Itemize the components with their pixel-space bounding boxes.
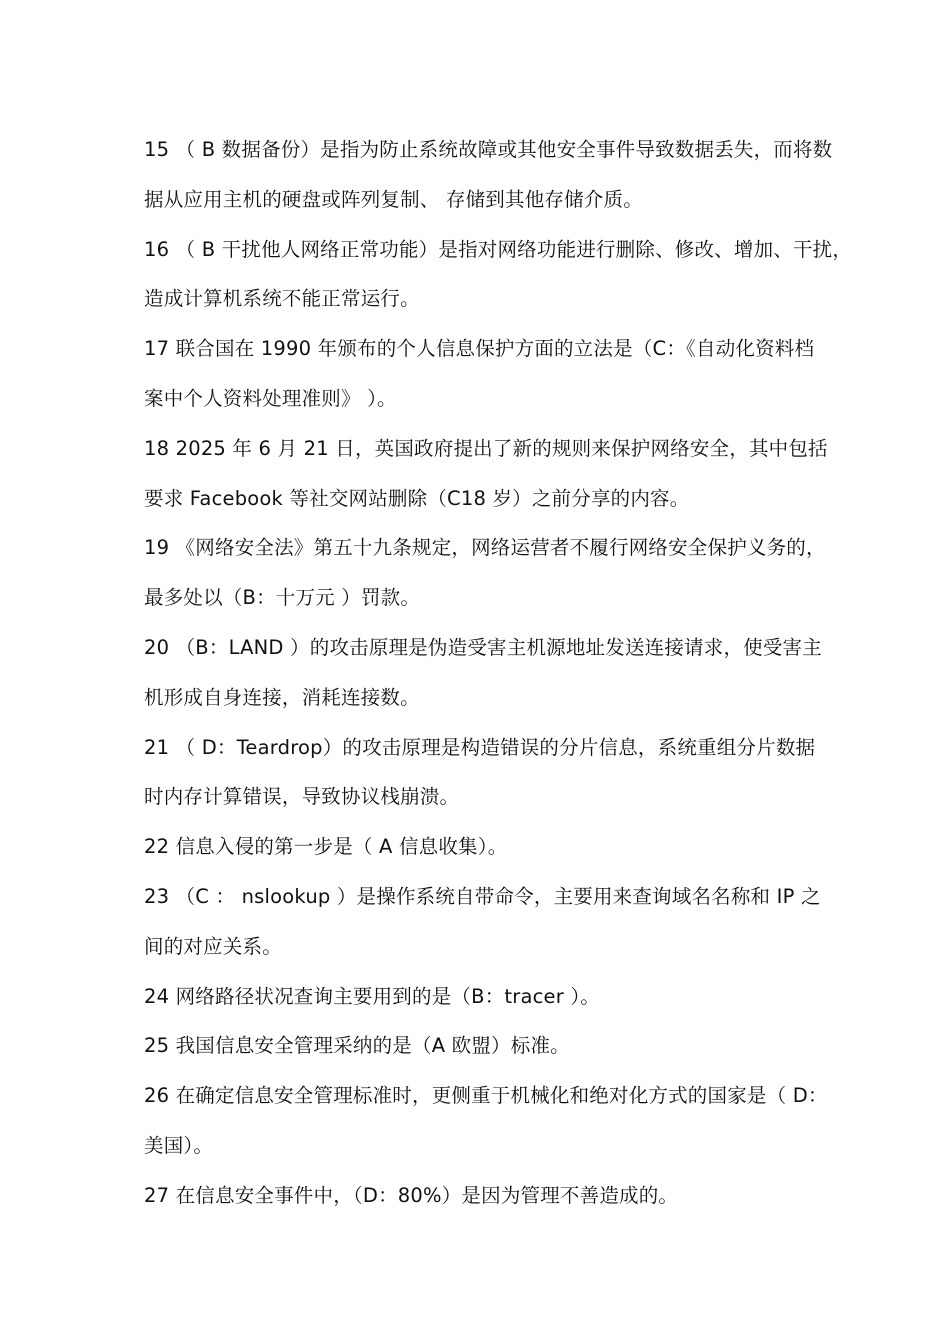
text-line: 26 在确定信息安全管理标准时，更侧重于机械化和绝对化方式的国家是（ D： [144, 1084, 828, 1108]
text-line: 15 （ B 数据备份）是指为防止系统故障或其他安全事件导致数据丢失，而将数 [144, 138, 833, 161]
text-line: 最多处以（B：十万元 ）罚款。 [144, 586, 421, 610]
text-line: 27 在信息安全事件中，（D：80%）是因为管理不善造成的。 [144, 1183, 679, 1207]
text-line: 时内存计算错误，导致协议栈崩溃。 [144, 785, 460, 809]
text-line: 间的对应关系。 [144, 934, 282, 958]
text-line: 23 （C ： nslookup ）是操作系统自带命令，主要用来查询域名名称和 IP 之 [144, 884, 821, 908]
text-line: 机形成自身连接，消耗连接数。 [144, 685, 420, 709]
text-line: 16 （ B 干扰他人网络正常功能）是指对网络功能进行删除、修改、增加、干扰， [144, 237, 853, 261]
text-line: 18 2025 年 6 月 21 日，英国政府提出了新的规则来保护网络安全，其中包括 [144, 436, 828, 460]
text-line: 案中个人资料处理准则》 ）。 [144, 386, 397, 410]
text-line: 要求 Facebook 等社交网站删除（C18 岁）之前分享的内容。 [144, 486, 690, 510]
text-line: 19 《网络安全法》第五十九条规定，网络运营者不履行网络安全保护义务的， [144, 536, 826, 560]
text-line: 22 信息入侵的第一步是（ A 信息收集）。 [144, 835, 508, 859]
text-line: 21 （ D：Teardrop）的攻击原理是构造错误的分片信息，系统重组分片数据 [144, 735, 816, 759]
text-line: 24 网络路径状况查询主要用到的是（B：tracer ）。 [144, 984, 600, 1008]
text-line: 据从应用主机的硬盘或阵列复制、 存储到其他存储介质。 [144, 187, 643, 211]
text-line: 造成计算机系统不能正常运行。 [144, 287, 420, 311]
text-line: 20 （B：LAND ）的攻击原理是伪造受害主机源地址发送连接请求，使受害主 [144, 635, 822, 659]
text-line: 17 联合国在 1990 年颁布的个人信息保护方面的立法是（C：《自动化资料档 [144, 337, 815, 361]
document-page [144, 130, 853, 1226]
text-line: 25 我国信息安全管理采纳的是（A 欧盟）标准。 [144, 1034, 570, 1058]
text-line: 美国）。 [144, 1133, 214, 1157]
